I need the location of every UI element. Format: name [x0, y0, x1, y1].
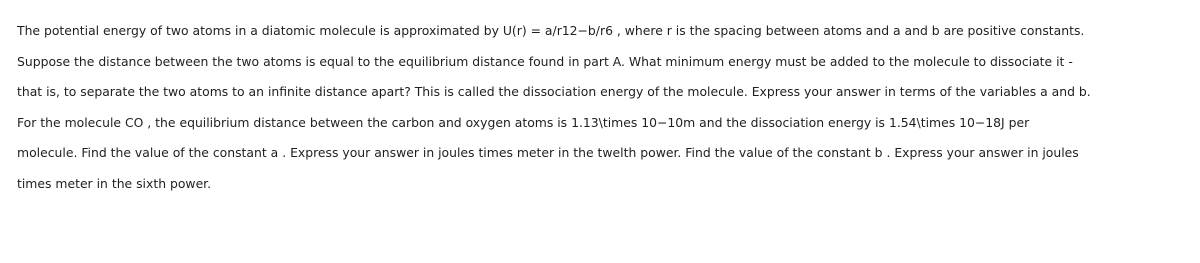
problem-line-1: The potential energy of two atoms in a diatomic molecule is approximated by U(r) = a/r12−b/r6 , where r is the spacing between atoms and a and b are positive constants. [17, 23, 1085, 38]
problem-line-6: times meter in the sixth power. [17, 175, 212, 191]
problem-text [17, 16, 1187, 200]
problem-line-3: that is, to separate the two atoms to an infinite distance apart? This is called the dissociation energy of the molecule. Express your answer in terms of the variables a and b. [17, 84, 1091, 100]
problem-line-2: Suppose the distance between the two atoms is equal to the equilibrium distance found in part A. What minimum energy must be added to the molecule to dissociate it - [17, 53, 1073, 69]
problem-line-5: molecule. Find the value of the constant a . Express your answer in joules times meter in the twelth power. Find the value of the constant b . Express your answer in joules [17, 145, 1079, 161]
problem-line-4: For the molecule CO , the equilibrium distance between the carbon and oxygen atoms is 1.13\times 10−10m and the dissociation energy is 1.54\times 10−18J per [17, 114, 1030, 130]
